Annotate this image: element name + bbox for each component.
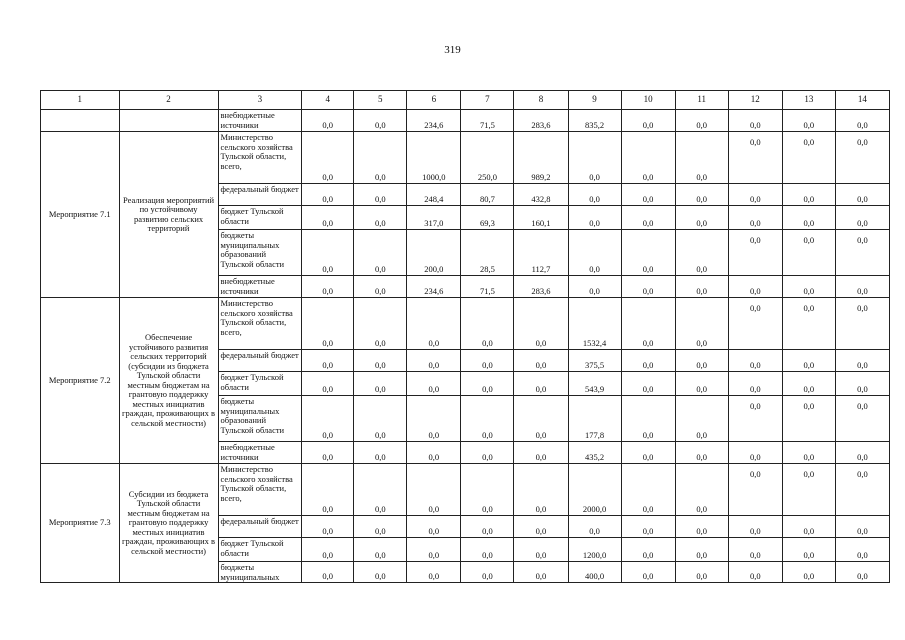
value-cell: 0,0 xyxy=(728,132,782,184)
value-cell: 0,0 xyxy=(621,464,675,516)
value-cell: 0,0 xyxy=(728,464,782,516)
value-cell: 234,6 xyxy=(407,110,461,132)
value-cell: 0,0 xyxy=(675,230,728,276)
value-cell: 0,0 xyxy=(568,132,621,184)
value-cell: 0,0 xyxy=(407,538,461,562)
value-cell: 0,0 xyxy=(407,464,461,516)
value-cell: 0,0 xyxy=(568,184,621,206)
value-cell: 0,0 xyxy=(782,132,835,184)
value-cell: 1532,4 xyxy=(568,298,621,350)
value-cell: 0,0 xyxy=(354,372,407,396)
value-cell: 0,0 xyxy=(835,206,889,230)
value-cell: 0,0 xyxy=(514,516,568,538)
value-cell: 0,0 xyxy=(621,110,675,132)
value-cell: 0,0 xyxy=(354,110,407,132)
value-cell: 0,0 xyxy=(675,184,728,206)
value-cell: 250,0 xyxy=(461,132,514,184)
activity-cell: Мероприятие 7.2 xyxy=(41,298,120,464)
table-row xyxy=(41,110,890,132)
value-cell: 0,0 xyxy=(302,184,354,206)
value-cell: 0,0 xyxy=(835,350,889,372)
funding-source-cell: бюджет Тульской области xyxy=(218,538,302,562)
value-cell: 0,0 xyxy=(782,184,835,206)
header-cell: 8 xyxy=(514,91,568,110)
value-cell: 0,0 xyxy=(621,372,675,396)
value-cell: 0,0 xyxy=(354,132,407,184)
value-cell: 71,5 xyxy=(461,110,514,132)
value-cell: 0,0 xyxy=(621,442,675,464)
value-cell: 0,0 xyxy=(782,396,835,442)
value-cell: 989,2 xyxy=(514,132,568,184)
value-cell: 0,0 xyxy=(675,350,728,372)
value-cell: 0,0 xyxy=(407,372,461,396)
value-cell: 0,0 xyxy=(728,184,782,206)
value-cell: 0,0 xyxy=(621,132,675,184)
value-cell: 0,0 xyxy=(354,206,407,230)
value-cell: 2000,0 xyxy=(568,464,621,516)
value-cell: 0,0 xyxy=(782,230,835,276)
value-cell: 0,0 xyxy=(728,562,782,583)
funding-source-cell: бюджеты муниципальных xyxy=(218,562,302,583)
value-cell: 0,0 xyxy=(675,298,728,350)
value-cell: 0,0 xyxy=(302,206,354,230)
budget-table xyxy=(40,90,890,583)
value-cell: 0,0 xyxy=(354,538,407,562)
activity-cell: Мероприятие 7.3 xyxy=(41,464,120,583)
value-cell: 112,7 xyxy=(514,230,568,276)
value-cell: 0,0 xyxy=(354,396,407,442)
value-cell: 0,0 xyxy=(782,206,835,230)
funding-source-cell: бюджеты муниципальных образований Тульской области xyxy=(218,396,302,442)
value-cell: 0,0 xyxy=(621,206,675,230)
value-cell: 0,0 xyxy=(302,132,354,184)
value-cell: 0,0 xyxy=(461,442,514,464)
value-cell: 0,0 xyxy=(621,562,675,583)
value-cell: 0,0 xyxy=(461,298,514,350)
header-cell: 6 xyxy=(407,91,461,110)
header-cell: 7 xyxy=(461,91,514,110)
value-cell: 0,0 xyxy=(835,276,889,298)
value-cell: 0,0 xyxy=(728,110,782,132)
value-cell: 0,0 xyxy=(354,562,407,583)
value-cell: 0,0 xyxy=(782,350,835,372)
value-cell: 0,0 xyxy=(675,372,728,396)
value-cell: 0,0 xyxy=(621,276,675,298)
description-cell: Реализация мероприятий по устойчивому развитию сельских территорий xyxy=(119,132,218,298)
value-cell: 0,0 xyxy=(354,184,407,206)
value-cell: 283,6 xyxy=(514,110,568,132)
funding-source-cell: федеральный бюджет xyxy=(218,184,302,206)
value-cell: 0,0 xyxy=(675,396,728,442)
value-cell: 543,9 xyxy=(568,372,621,396)
value-cell: 0,0 xyxy=(568,206,621,230)
value-cell: 283,6 xyxy=(514,276,568,298)
value-cell: 0,0 xyxy=(782,372,835,396)
header-cell: 1 xyxy=(41,91,120,110)
header-cell: 4 xyxy=(302,91,354,110)
value-cell: 0,0 xyxy=(302,464,354,516)
value-cell: 0,0 xyxy=(514,298,568,350)
header-cell: 2 xyxy=(119,91,218,110)
value-cell: 0,0 xyxy=(835,562,889,583)
value-cell: 0,0 xyxy=(675,206,728,230)
value-cell: 0,0 xyxy=(728,516,782,538)
value-cell: 400,0 xyxy=(568,562,621,583)
funding-source-cell: внебюджетные источники xyxy=(218,110,302,132)
value-cell: 0,0 xyxy=(302,516,354,538)
value-cell: 0,0 xyxy=(835,298,889,350)
description-cell: Обеспечение устойчивого развития сельских территорий (субсидии из бюджета Тульской области местным бюджетам на грантовую поддержку местных инициатив граждан, проживающих в сельской местности) xyxy=(119,298,218,464)
value-cell: 0,0 xyxy=(621,298,675,350)
value-cell: 432,8 xyxy=(514,184,568,206)
value-cell: 0,0 xyxy=(407,396,461,442)
value-cell: 0,0 xyxy=(835,516,889,538)
value-cell: 0,0 xyxy=(621,230,675,276)
funding-source-cell: бюджет Тульской области xyxy=(218,206,302,230)
value-cell: 0,0 xyxy=(461,516,514,538)
value-cell: 0,0 xyxy=(728,276,782,298)
funding-source-cell: внебюджетные источники xyxy=(218,442,302,464)
value-cell: 375,5 xyxy=(568,350,621,372)
value-cell: 1200,0 xyxy=(568,538,621,562)
value-cell: 0,0 xyxy=(835,132,889,184)
funding-source-cell: бюджеты муниципальных образований Тульской области xyxy=(218,230,302,276)
value-cell: 0,0 xyxy=(568,230,621,276)
value-cell: 835,2 xyxy=(568,110,621,132)
description-cell xyxy=(119,110,218,132)
value-cell: 0,0 xyxy=(675,562,728,583)
value-cell: 0,0 xyxy=(782,276,835,298)
value-cell: 0,0 xyxy=(782,464,835,516)
value-cell: 1000,0 xyxy=(407,132,461,184)
header-cell: 10 xyxy=(621,91,675,110)
header-cell: 12 xyxy=(728,91,782,110)
value-cell: 0,0 xyxy=(354,350,407,372)
value-cell: 0,0 xyxy=(514,464,568,516)
value-cell: 0,0 xyxy=(621,350,675,372)
value-cell: 0,0 xyxy=(407,516,461,538)
value-cell: 0,0 xyxy=(835,230,889,276)
value-cell: 0,0 xyxy=(728,350,782,372)
value-cell: 0,0 xyxy=(354,230,407,276)
header-cell: 5 xyxy=(354,91,407,110)
value-cell: 0,0 xyxy=(835,372,889,396)
value-cell: 234,6 xyxy=(407,276,461,298)
activity-cell: Мероприятие 7.1 xyxy=(41,132,120,298)
value-cell: 0,0 xyxy=(407,442,461,464)
value-cell: 0,0 xyxy=(728,230,782,276)
value-cell: 0,0 xyxy=(621,538,675,562)
value-cell: 0,0 xyxy=(621,516,675,538)
value-cell: 435,2 xyxy=(568,442,621,464)
value-cell: 0,0 xyxy=(302,396,354,442)
header-cell: 13 xyxy=(782,91,835,110)
value-cell: 0,0 xyxy=(514,372,568,396)
value-cell: 0,0 xyxy=(461,562,514,583)
value-cell: 0,0 xyxy=(621,396,675,442)
value-cell: 0,0 xyxy=(835,110,889,132)
funding-source-cell: бюджет Тульской области xyxy=(218,372,302,396)
header-cell: 3 xyxy=(218,91,302,110)
value-cell: 248,4 xyxy=(407,184,461,206)
value-cell: 0,0 xyxy=(568,276,621,298)
value-cell: 0,0 xyxy=(302,276,354,298)
header-cell: 14 xyxy=(835,91,889,110)
value-cell: 0,0 xyxy=(407,562,461,583)
value-cell: 0,0 xyxy=(302,110,354,132)
value-cell: 0,0 xyxy=(835,464,889,516)
value-cell: 0,0 xyxy=(782,442,835,464)
value-cell: 0,0 xyxy=(354,516,407,538)
value-cell: 0,0 xyxy=(354,464,407,516)
value-cell: 177,8 xyxy=(568,396,621,442)
value-cell: 0,0 xyxy=(514,442,568,464)
value-cell: 0,0 xyxy=(835,442,889,464)
value-cell: 0,0 xyxy=(514,562,568,583)
activity-cell xyxy=(41,110,120,132)
value-cell: 0,0 xyxy=(461,538,514,562)
funding-source-cell: Министерство сельского хозяйства Тульской области, всего, xyxy=(218,464,302,516)
value-cell: 0,0 xyxy=(514,396,568,442)
value-cell: 0,0 xyxy=(782,298,835,350)
value-cell: 317,0 xyxy=(407,206,461,230)
value-cell: 71,5 xyxy=(461,276,514,298)
value-cell: 0,0 xyxy=(568,516,621,538)
value-cell: 0,0 xyxy=(675,538,728,562)
value-cell: 0,0 xyxy=(728,396,782,442)
value-cell: 0,0 xyxy=(354,298,407,350)
value-cell: 0,0 xyxy=(514,538,568,562)
value-cell: 200,0 xyxy=(407,230,461,276)
value-cell: 0,0 xyxy=(782,110,835,132)
value-cell: 0,0 xyxy=(728,372,782,396)
value-cell: 0,0 xyxy=(675,276,728,298)
value-cell: 0,0 xyxy=(302,230,354,276)
value-cell: 0,0 xyxy=(782,516,835,538)
value-cell: 28,5 xyxy=(461,230,514,276)
table-row xyxy=(41,298,890,350)
funding-source-cell: внебюджетные источники xyxy=(218,276,302,298)
value-cell: 0,0 xyxy=(407,298,461,350)
value-cell: 0,0 xyxy=(675,516,728,538)
value-cell: 80,7 xyxy=(461,184,514,206)
value-cell: 0,0 xyxy=(461,464,514,516)
header-cell: 9 xyxy=(568,91,621,110)
value-cell: 0,0 xyxy=(728,298,782,350)
value-cell: 0,0 xyxy=(675,442,728,464)
value-cell: 0,0 xyxy=(302,350,354,372)
funding-source-cell: федеральный бюджет xyxy=(218,516,302,538)
value-cell: 0,0 xyxy=(514,350,568,372)
value-cell: 0,0 xyxy=(354,276,407,298)
value-cell: 0,0 xyxy=(302,442,354,464)
value-cell: 0,0 xyxy=(407,350,461,372)
value-cell: 0,0 xyxy=(675,110,728,132)
value-cell: 0,0 xyxy=(835,396,889,442)
value-cell: 0,0 xyxy=(302,562,354,583)
table-row xyxy=(41,464,890,516)
value-cell: 160,1 xyxy=(514,206,568,230)
funding-source-cell: федеральный бюджет xyxy=(218,350,302,372)
funding-source-cell: Министерство сельского хозяйства Тульской области, всего, xyxy=(218,132,302,184)
value-cell: 69,3 xyxy=(461,206,514,230)
value-cell: 0,0 xyxy=(835,538,889,562)
value-cell: 0,0 xyxy=(728,206,782,230)
value-cell: 0,0 xyxy=(461,372,514,396)
value-cell: 0,0 xyxy=(461,396,514,442)
value-cell: 0,0 xyxy=(835,184,889,206)
value-cell: 0,0 xyxy=(782,538,835,562)
value-cell: 0,0 xyxy=(675,132,728,184)
table-row xyxy=(41,132,890,184)
value-cell: 0,0 xyxy=(728,538,782,562)
value-cell: 0,0 xyxy=(728,442,782,464)
header-cell: 11 xyxy=(675,91,728,110)
funding-source-cell: Министерство сельского хозяйства Тульской области, всего, xyxy=(218,298,302,350)
value-cell: 0,0 xyxy=(461,350,514,372)
value-cell: 0,0 xyxy=(302,372,354,396)
value-cell: 0,0 xyxy=(675,464,728,516)
value-cell: 0,0 xyxy=(621,184,675,206)
value-cell: 0,0 xyxy=(302,298,354,350)
description-cell: Субсидии из бюджета Тульской области местным бюджетам на грантовую поддержку местных инициатив граждан, проживающих в сельской местности) xyxy=(119,464,218,583)
value-cell: 0,0 xyxy=(354,442,407,464)
value-cell: 0,0 xyxy=(302,538,354,562)
value-cell: 0,0 xyxy=(782,562,835,583)
header-row xyxy=(41,91,890,110)
page-number: 319 xyxy=(444,44,461,56)
